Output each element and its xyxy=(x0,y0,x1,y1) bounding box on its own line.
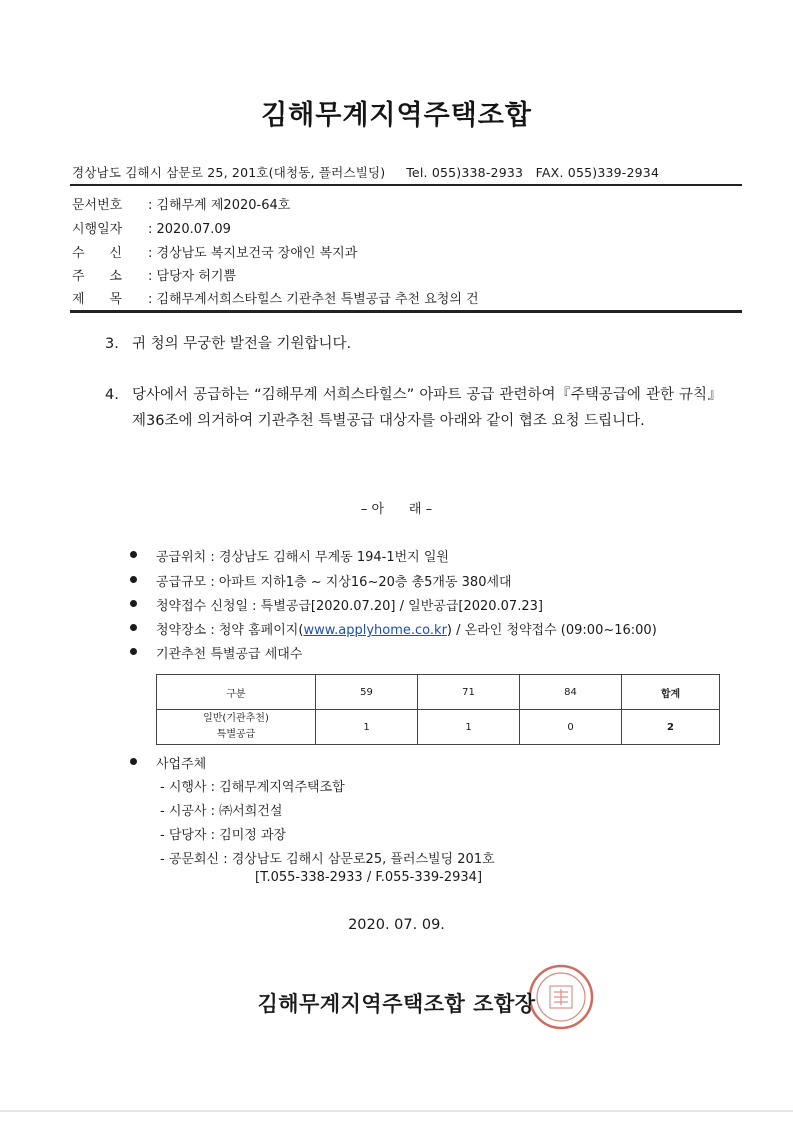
table-header-cell: 59 xyxy=(316,675,418,710)
table-cell: 1 xyxy=(418,710,520,745)
subject-divider xyxy=(70,310,742,313)
document-date: 2020. 07. 09. xyxy=(348,917,445,933)
meta-date: 시행일자 : 2020.07.09 xyxy=(72,222,231,237)
table-row xyxy=(157,710,720,745)
table-header-cell: 71 xyxy=(418,675,520,710)
meta-subject: 제 목 : 김해무계서희스타힐스 기관추천 특별공급 추천 요청의 건 xyxy=(72,292,479,307)
paragraph-3: 3. 귀 청의 무궁한 발전을 기원합니다. xyxy=(105,336,352,352)
supply-table xyxy=(156,674,720,745)
table-header-cell: 84 xyxy=(520,675,622,710)
table-cell-total: 2 xyxy=(622,710,720,745)
meta-doc-number: 문서번호 : 김해무계 제2020-64호 xyxy=(72,198,291,213)
table-header-row xyxy=(157,675,720,710)
business-contact-person: - 담당자 : 김미정 과장 xyxy=(160,828,287,843)
section-heading: – 아 래 – xyxy=(360,502,433,517)
meta-recipient: 수 신 : 경상남도 복지보건국 장애인 복지과 xyxy=(72,246,358,261)
table-header-cell: 구분 xyxy=(157,675,316,710)
business-phone-fax: [T.055-338-2933 / F.055-339-2934] xyxy=(255,870,483,885)
address-line: 경상남도 김해시 삼문로 25, 201호(대청동, 플러스빌딩) Tel. 055)338-2933 FAX. 055)339-2934 xyxy=(72,165,660,180)
business-developer: - 시행사 : 김해무계지역주택조합 xyxy=(160,780,345,795)
page-bottom-border xyxy=(0,1110,793,1112)
table-row-label: 일반(기관추천) 특별공급 xyxy=(157,710,316,745)
table-cell: 0 xyxy=(520,710,622,745)
signatory: 김해무계지역주택조합 조합장 xyxy=(257,992,536,1016)
table-cell: 1 xyxy=(316,710,418,745)
business-reply-address: - 공문회신 : 경상남도 김해시 삼문로25, 플러스빌딩 201호 xyxy=(160,852,495,867)
paragraph-4: 4. 당사에서 공급하는 “김해무계 서희스타힐스” 아파트 공급 관련하여『주택공급에 관한 규칙』제36조에 의거하여 기관추천 특별공급 대상자를 아래와 같이 협조 요청 드립니다. xyxy=(105,387,722,429)
applyhome-link[interactable]: www.applyhome.co.kr xyxy=(303,623,447,638)
table-header-cell: 합계 xyxy=(622,675,720,710)
header-divider xyxy=(70,184,742,186)
organization-title: 김해무계지역주택조합 xyxy=(261,100,532,131)
business-constructor: - 시공사 : ㈜서희건설 xyxy=(160,804,283,819)
meta-contact: 주 소 : 담당자 허기쁨 xyxy=(72,269,236,284)
